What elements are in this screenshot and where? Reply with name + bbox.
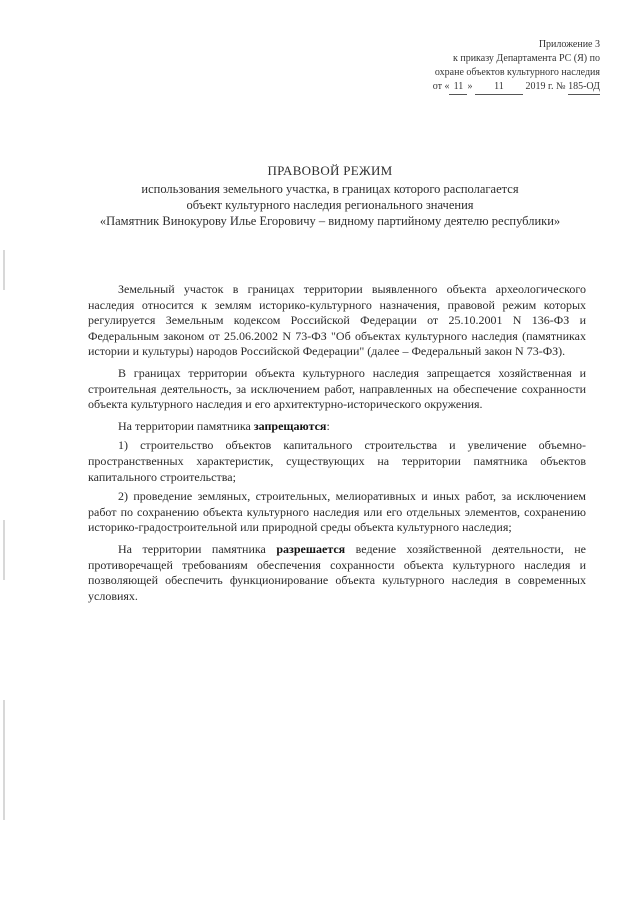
- paragraph-prohibition-general: В границах территории объекта культурного наследия запрещается хозяйственная и строительная деятельность, за исключением работ, направленных на обеспечение сохранности объекта культурного наследия и его архитектурно-исторического окружения.: [88, 365, 586, 412]
- list-item-2: 2) проведение земляных, строительных, мелиоративных и иных работ, за исключением работ по сохранению объекта культурного наследия или его отдельных элементов, сохранению историко-градостроительной или природной среды объекта культурного наследия;: [88, 489, 586, 535]
- permitted-text: ведение хозяйственной деятельности, не противоречащей требованиям обеспечения сохранности объекта культурного наследия и позволяющей обеспечить функционирование объекта культурного наследия в современных условиях.: [88, 541, 586, 603]
- date-prefix: от «: [432, 81, 450, 92]
- document-title-block: [60, 163, 600, 229]
- title-line-3: объект культурного наследия регионального значения: [186, 198, 474, 212]
- appendix-order-ref: к приказу Департамента РС (Я) по: [452, 53, 600, 64]
- paragraph-permitted: [88, 542, 586, 604]
- paragraph-land-category: Земельный участок в границах территории выявленного объекта археологического наследия относится к землям историко-культурного назначения, правовой режим которых регулируется Земельным кодексом Российской Федерации от 25.10.2001 N 136-ФЗ и Федеральным законом от 25.06.2002 N 73-ФЗ "Об объектах культурного наследия (памятниках истории и культуры) народов Российской Федерации" (далее – Федеральный закон N 73-ФЗ).: [88, 282, 586, 359]
- appendix-number: Приложение 3: [538, 39, 600, 50]
- appendix-date-line: [400, 80, 600, 95]
- permitted-keyword: разрешается: [276, 541, 346, 556]
- title-line-4: «Памятник Винокурову Илье Егоровичу – видному партийному деятелю республики»: [99, 214, 561, 228]
- title-line-2: использования земельного участка, в границах которого располагается: [141, 182, 519, 196]
- document-title: ПРАВОВОЙ РЕЖИМ: [267, 163, 393, 178]
- appendix-header: [400, 38, 600, 95]
- date-year: 2019 г. №: [525, 81, 566, 92]
- permitted-intro-text: На территории памятника: [118, 541, 277, 556]
- date-close: »: [467, 81, 473, 92]
- scan-margin-mark: [3, 520, 5, 580]
- document-body: [88, 282, 586, 610]
- paragraph-prohibited-intro: [88, 419, 586, 435]
- date-month: 11: [475, 80, 523, 95]
- prohibited-intro-colon: :: [326, 418, 330, 433]
- appendix-department: охране объектов культурного наследия: [434, 67, 600, 78]
- date-day: 11: [449, 80, 467, 95]
- prohibited-intro-text: На территории памятника: [118, 418, 254, 433]
- scan-margin-mark: [3, 700, 5, 820]
- prohibited-keyword: запрещаются: [253, 418, 327, 433]
- scan-margin-mark: [3, 250, 5, 290]
- list-item-1: 1) строительство объектов капитального строительства и увеличение объемно-пространственных характеристик, существующих на территории памятника объектов капитального строительства;: [88, 438, 586, 484]
- order-number: 185-ОД: [568, 80, 600, 95]
